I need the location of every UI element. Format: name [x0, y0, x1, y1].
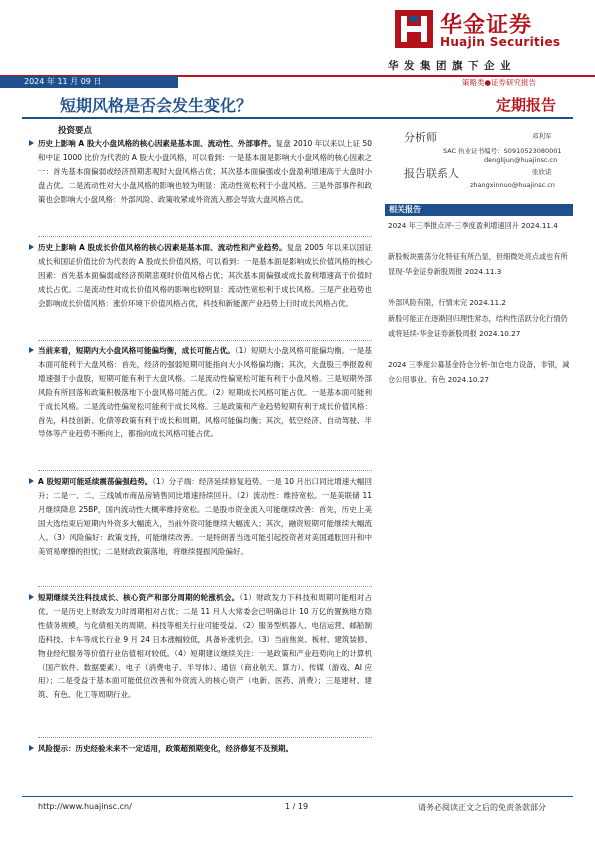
key-point-text: （1）财政发力下科技和周期可能相对占优。一是历史上财政发力时周期相对占优；二是 11 月人大常委会已明确总计 10 万亿的置换地方隐性债务规模，与化债相关的周期、科技等相关行业可能受益。（2）服务型机器人、电信运营、邮船制造科技、卡车等成长行业 9 月 24 日本涨幅较低，具备补涨机会。（3）当前焦炭、板材、建筑装修、物业经纪服务等价值行业估值相对较低。（4）短期建议继续关注：一是政策和产业趋势向上的计算机（国产软件、数据要素）、电子（消费电子、半导体）、通信（商业航天、算力）、传媒（游戏、AI 应用）；二是受益于基本面可能低位改善和外资流入的核心资产（电新、医药、消费）；三是建材、建筑、有色、化工等周期行业。	[38, 593, 373, 700]
report-date: 2024 年 11 月 09 日	[24, 77, 102, 86]
bullet-icon	[29, 478, 34, 484]
divider	[38, 236, 372, 237]
analyst-label: 分析师	[404, 131, 437, 144]
related-report-item[interactable]: 新股可能正在逐渐回归理性常态，结构性活跃分化行情仍或将延续-华金证券新股周报 2024.10.27	[388, 314, 568, 339]
key-point-4	[38, 475, 372, 558]
key-point-text: （1）分子端：经济延续修复趋势。一是 10 月出口同比增速大幅回升；二是一、二、三线城市商品房销售同比增速持续回升。（2）流动性：维持宽松。一是美联储 11 月继续降息 25BP，国内流动性大概率维持宽松。二是股市资金流入可能继续改善：首先，历史上美国大选结束后短期内外资多大幅流入，当前外资可能继续大幅流入；其次，融资短期可能继续大幅流入。（3）风险偏好：政策支持，可能继续改善。一是特朗普当选可能引起投资者对美国通胀回升和中美贸易摩擦的担忧；二是财政政策落地，将继续提振风险偏好。	[38, 477, 372, 556]
key-point-lead: 当前来看，短期内大小盘风格可能偏均衡，成长可能占优。	[38, 346, 235, 355]
key-point-3	[38, 344, 372, 441]
key-point-1	[38, 137, 372, 207]
bullet-icon	[29, 745, 34, 751]
analyst-cert: SAC 执业证书编号：S0910523080001	[443, 147, 562, 155]
brand-name-en: Huajin Securities	[440, 35, 561, 49]
key-point-lead: 短期继续关注科技成长、核心资产和部分周期的轮涨机会。	[38, 593, 240, 602]
contact-name: 张欣诺	[532, 168, 552, 176]
key-point-text: 复盘 2010 年以来以上证 50 和中证 1000 比价为代表的 A 股大小盘风格，可以看到：一是基本面是影响大小盘风格的核心因素之一：首先基本面偏弱或经济预期悲观时大盘风格占优；其次基本面偏强或小盘盈利增速高于大盘时小盘占优。二是流动性对大小盘风格的影响也较为明显：流动性宽松利于小盘风格。三是外部事件和政策也会影响大小盘风格：外部风险、政策收紧或外资流入都会导致大盘风格占优。	[38, 139, 372, 204]
contact-email[interactable]: zhangxinnuo@huajinsc.cn	[470, 181, 555, 189]
report-category: 策略类●证券研究报告	[462, 78, 537, 87]
divider	[38, 340, 372, 341]
related-report-item[interactable]: 2024 三季度公募基金持仓分析-加仓电力设备，非银，减仓公用事业、有色 2024.10.27	[388, 360, 570, 385]
bullet-icon	[29, 594, 34, 600]
related-title: 相关报告	[389, 205, 421, 214]
footer-disclaimer: 请务必阅读正文之后的免责条款部分	[418, 803, 546, 812]
bullet-icon	[29, 244, 34, 250]
key-point-5	[38, 591, 372, 702]
bullet-icon	[29, 140, 34, 146]
divider	[38, 586, 372, 587]
report-type: 定期报告	[496, 96, 557, 114]
key-point-text: （1）短期大小盘风格可能偏均衡。一是基本面可能利于大盘风格：首先，经济的强弱短期可能指向大小风格偏均衡；其次，大盘股三季报盈利增速强于小盘股，短期可能有利于大盘风格。二是流动性偏宽松可能有利于小盘风格。三是短期外部风险有所回落和政策积极落地下小盘风格可能占优。（2）短期成长风格可能占优。一是基本面可能利于成长风格。二是流动性偏宽松可能利于成长风格。三是政策和产业趋势短期有利于成长价值风格：首先，科技创新、化债等政策有利于成长和周期。风格可能偏均衡；其次，低空经济、自动驾驶、半导体等产业趋势不断向上，都指向成长风格可能占优。	[38, 346, 373, 439]
bullet-icon	[29, 347, 34, 353]
huajin-logo-icon	[395, 10, 433, 48]
brand-name-cn: 华金证券	[440, 13, 533, 38]
analyst-email[interactable]: denglijun@huajinsc.cn	[484, 156, 558, 164]
key-point-lead: 历史上影响 A 股成长价值风格的核心因素是基本面、流动性和产业趋势。	[38, 243, 287, 252]
footer-url[interactable]: http://www.huajinsc.cn/	[38, 802, 132, 811]
risk-warning	[38, 742, 372, 756]
key-point-lead: 历史上影响 A 股大小盘风格的核心因素是基本面、流动性、外部事件。	[38, 139, 276, 148]
divider	[38, 737, 372, 738]
key-point-2	[38, 241, 372, 311]
section-title: 投资要点	[58, 126, 93, 136]
footer-rule	[22, 796, 573, 797]
related-report-item[interactable]: 外部风险有限，行情未完 2024.11.2	[388, 298, 506, 307]
contact-label: 报告联系人	[404, 167, 459, 180]
brand-slogan: 华发集团旗下企业	[388, 60, 516, 72]
related-report-item[interactable]: 新股板块震荡分化特征有所凸显，但细微处亮点或也有所显现-华金证券新股周报 2024.11.3	[388, 252, 568, 277]
key-point-lead: A 股短期可能延续震荡偏强趋势。	[38, 477, 153, 486]
divider	[38, 470, 372, 471]
page-number: 1 / 19	[285, 802, 309, 811]
related-report-item[interactable]: 2024 年三季报点评-三季度盈利增速回升 2024.11.4	[388, 221, 558, 230]
key-point-text: 复盘 2005 年以来以国证成长和国证价值比价为代表的 A 股成长价值风格，可以看到：一是基本面是影响成长价值风格的核心因素：首先基本面偏弱或经济预期悲观时价值风格占优；其次基本面偏强或成长盈利增速高于价值时成长占优。二是流动性对成长价值风格的影响也较明显：流动性宽松利于成长风格。三是产业趋势也会影响成长价值风格：涨价环境下价值风格占优，科技和新能源产业趋势上行时成长风格占优。	[38, 243, 372, 308]
title-rule	[22, 117, 573, 119]
analyst-name: 邓利军	[532, 132, 552, 140]
page-title: 短期风格是否会发生变化？	[60, 96, 253, 115]
risk-warning-text: 风险提示：历史经验未来不一定适用，政策超预期变化，经济修复不及预期。	[38, 744, 293, 753]
